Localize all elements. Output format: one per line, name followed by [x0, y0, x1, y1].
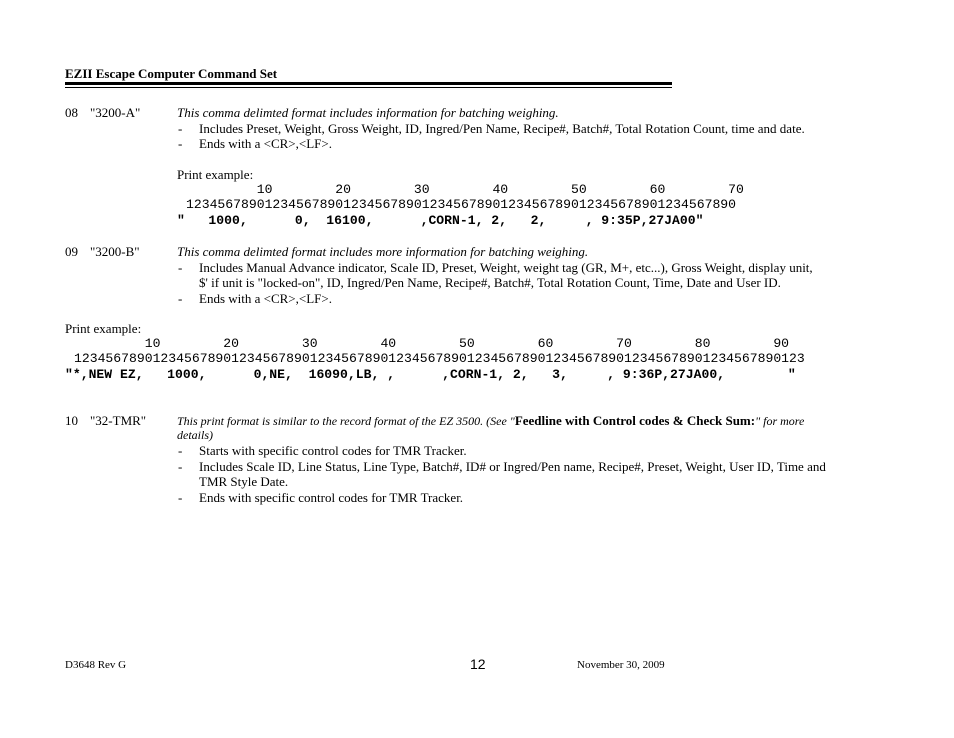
sec10-bullet-dash: -	[178, 459, 183, 474]
sec10-bullet-2-line-2: TMR Style Date.	[199, 474, 289, 489]
sec08-ruler-ones: 1234567890123456789012345678901234567890123456789012345678901234567890	[186, 197, 737, 212]
sec09-bullet-1-line-1: Includes Manual Advance indicator, Scale ID, Preset, Weight, weight tag (GR, M+, etc...), Gross Weight, display unit,	[199, 260, 813, 275]
sec09-example-line: "*,NEW EZ, 1000, 0,NE, 16090,LB, , ,CORN-1, 2, 3, , 9:36P,27JA00, "	[65, 367, 796, 382]
sec10-description	[177, 413, 804, 429]
sec09-ruler-ones: 123456789012345678901234567890123456789012345678901234567890123456789012345678901234567890123	[74, 351, 805, 366]
sec08-bullet-1: Includes Preset, Weight, Gross Weight, ID, Ingred/Pen Name, Recipe#, Batch#, Total Rotation Count, time and date.	[199, 121, 805, 136]
sec10-bullet-dash: -	[178, 490, 183, 505]
sec09-ruler-tens: 10 20 30 40 50 60 70 80 90	[74, 336, 790, 351]
sec10-desc-part-1: This print format is similar to the record format of the EZ 3500. (See "	[177, 414, 515, 428]
sec09-bullet-dash: -	[178, 291, 183, 306]
footer-date: November 30, 2009	[577, 659, 665, 671]
sec10-desc-reference: Feedline with Control codes & Check Sum:	[514, 413, 756, 428]
sec09-print-label: Print example:	[65, 321, 142, 336]
footer-doc-id: D3648 Rev G	[65, 659, 127, 671]
sec08-ruler-tens: 10 20 30 40 50 60 70	[186, 182, 744, 197]
sec08-bullet-dash: -	[178, 136, 183, 151]
page-header-title: EZII Escape Computer Command Set	[65, 66, 278, 81]
sec10-bullet-2-line-1: Includes Scale ID, Line Status, Line Type, Batch#, ID# or Ingred/Pen name, Recipe#, Preset, Weight, User ID, Time and	[199, 459, 826, 474]
sec09-number: 09	[65, 244, 78, 259]
sec08-print-label: Print example:	[177, 167, 254, 182]
sec10-name: "32-TMR"	[90, 413, 147, 428]
sec10-bullet-dash: -	[178, 443, 183, 458]
sec09-description: This comma delimted format includes more information for batching weighing.	[177, 244, 589, 259]
sec09-bullet-dash: -	[178, 260, 183, 275]
sec08-name: "3200-A"	[90, 105, 141, 120]
sec10-bullet-3: Ends with specific control codes for TMR Tracker.	[199, 490, 464, 505]
sec10-number: 10	[65, 413, 78, 428]
sec08-number: 08	[65, 105, 78, 120]
header-rule-thin	[65, 87, 672, 88]
sec08-bullet-dash: -	[178, 121, 183, 136]
sec08-bullet-2: Ends with a <CR>,<LF>.	[199, 136, 332, 151]
sec09-bullet-2: Ends with a <CR>,<LF>.	[199, 291, 332, 306]
footer-page-number: 12	[470, 656, 486, 672]
sec10-bullet-1: Starts with specific control codes for TMR Tracker.	[199, 443, 467, 458]
sec08-example-line: " 1000, 0, 16100, ,CORN-1, 2, 2, , 9:35P,27JA00"	[177, 213, 704, 228]
sec10-desc-part-4: details)	[177, 428, 213, 442]
sec10-desc-part-3: " for more	[755, 414, 805, 428]
sec09-name: "3200-B"	[90, 244, 140, 259]
sec09-bullet-1-line-2: $' if unit is "locked-on", ID, Ingred/Pen Name, Recipe#, Batch#, Total Rotation Count, Time, Date and User ID.	[199, 275, 781, 290]
header-rule-thick	[65, 82, 672, 85]
sec08-description: This comma delimted format includes information for batching weighing.	[177, 105, 559, 120]
